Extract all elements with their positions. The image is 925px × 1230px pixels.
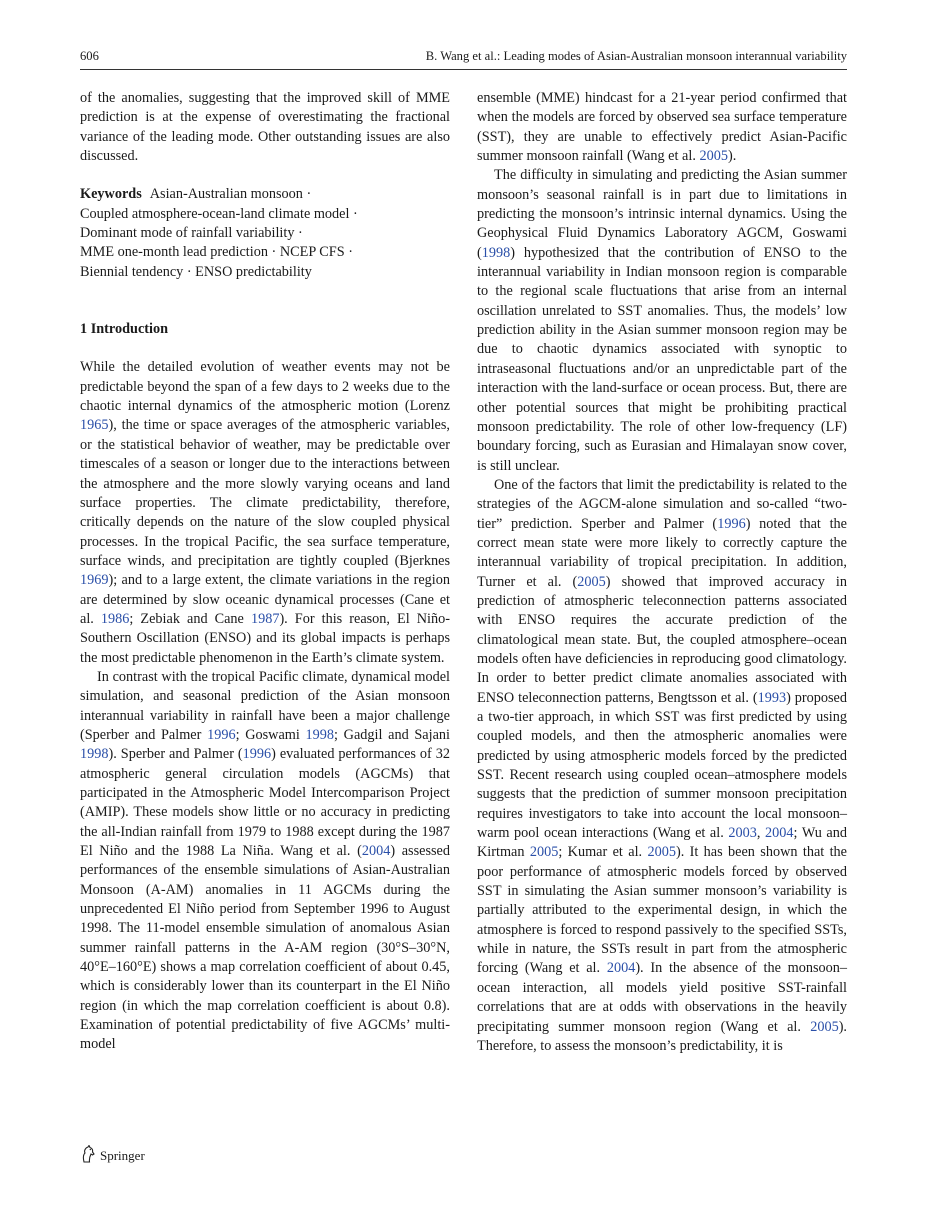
section-title: 1 Introduction [80,321,169,338]
citation-link[interactable]: 1998 [80,746,109,763]
citation-link[interactable]: 2005 [810,1018,839,1035]
keywords-line: Asian-Australian monsoon · [149,186,312,203]
citation-link[interactable]: 2004 [765,825,794,842]
keywords-line: Dominant mode of rainfall variability · [80,225,303,242]
paragraph: The difficulty in simulating and predicting the Asian summer monsoon’s seasonal rainfall is in part due to limitations in predicting the monsoon’s intrinsic internal dynamics. Using the Geophysical Fluid Dynamics Laboratory AGCM, Goswami (1998) hypothesized that the contribution of ENSO to the interannual variability in Indian monsoon region is comparable to the regional scale fluctuations that arise from an internal oscillation unrelated to SST anomalies. Thus, the models’ low prediction ability in the Asian summer monsoon region may be due to chaotic dynamics associated with synoptic to intraseasonal fluctuations and/or an unpredictable part of the interaction with the land-surface or ocean process. But, there are other potential sources that might be prohibiting practical monsoon predictability. The role of other low-frequency (LF) boundary forcing, such as Eurasian and Himalayan snow cover, is still unclear. [477,167,847,474]
citation-link[interactable]: 1998 [305,726,335,743]
citation-link[interactable]: 2005 [647,844,676,861]
citation-link[interactable]: 2005 [529,844,559,861]
citation-link[interactable]: 2004 [361,843,391,860]
publisher-name: Springer [100,1148,145,1163]
running-header [80,49,847,71]
paragraph: ensemble (MME) hindcast for a 21-year period confirmed that when the models are forced by observed sea surface temperature (SST), they are unable to effectively predict Asian-Pacific summer monsoon rainfall (Wang et al. 2005). [477,90,847,165]
keywords-line: Coupled atmosphere-ocean-land climate model · [80,205,358,222]
header-rule [80,69,847,70]
citation-link[interactable]: 1986 [100,610,130,627]
page-footer [80,1145,145,1167]
page-number: 606 [80,49,99,63]
citation-link[interactable]: 2004 [606,960,636,977]
citation-link[interactable]: 2003 [728,825,757,842]
running-head-title: B. Wang et al.: Leading modes of Asian-Australian monsoon interannual variability [425,49,847,63]
paragraph: While the detailed evolution of weather events may not be predictable beyond the span of a few days to 2 weeks due to the chaotic internal dynamics of the atmospheric motion (Lorenz 1965), the time or space averages of the atmospheric variables, or the statistical behavior of weather, may be predictable over timescales of a season or longer due to the interactions between the atmosphere and the more slowly varying oceans and land surface properties. The climate predictability, therefore, critically depends on the nature of the slow coupled physical processes. In the tropical Pacific, the sea surface temperature, surface winds, and precipitation are tightly coupled (Bjerknes 1969); and to a large extent, the climate variations in the region are determined by slow oceanic dynamical processes (Cane et al. 1986; Zebiak and Cane 1987). For this reason, El Niño-Southern Oscillation (ENSO) and its global impacts is perhaps the most predictable phenomenon in the Earth’s climate system. [80,359,450,666]
citation-link[interactable]: 1996 [717,515,746,532]
paragraph: One of the factors that limit the predictability is related to the strategies of the AGCM-alone simulation and so-called “two-tier” prediction. Sperber and Palmer (1996) noted that the correct mean state were more likely to correctly capture the interannual variability of tropical precipitation. In addition, Turner et al. (2005) showed that improved accuracy in prediction of atmospheric teleconnection patterns associated with ENSO requires the accurate prediction of the climatological mean state. But, the coupled atmosphere–ocean models often have deficiencies in reproducing good climatology. In order to better predict climate anomalies associated with ENSO teleconnection patterns, Bengtsson et al. (1993) proposed a two-tier approach, in which SST was first predicted by using coupled models, and then the atmospheric anomalies were predicted by using atmospheric models forced by the predicted SST. Recent research using coupled ocean–atmosphere models suggests that the prediction of summer monsoon precipitation requires investigators to take into account the local monsoon–warm pool ocean interactions (Wang et al. 2003, 2004; Wu and Kirtman 2005; Kumar et al. 2005). It has been shown that the poor performance of atmospheric models forced by observed SST in simulating the Asian summer monsoon’s variability is partially attributed to the experimental design, in which the atmosphere is forced to respond passively to the specified SSTs, while in nature, the SSTs result in part from the atmospheric forcing (Wang et al. 2004). In the absence of the monsoon–ocean interaction, all models yield positive SST-rainfall correlations that are at odds with observations in the heavily precipitating summer monsoon region (Wang et al. 2005). Therefore, to assess the monsoon’s predictability, it is [477,476,847,1054]
keywords-line: Biennial tendency · ENSO predictability [80,263,312,280]
abstract-tail: of the anomalies, suggesting that the improved skill of MME prediction is at the expense of overestimating the fractional variance of the leading mode. Other outstanding issues are also discussed. [80,90,450,165]
paragraph: In contrast with the tropical Pacific climate, dynamical model simulation, and seasonal prediction of the Asian monsoon interannual variability in rainfall have been a major challenge (Sperber and Palmer 1996; Goswami 1998; Gadgil and Sajani 1998). Sperber and Palmer (1996) evaluated performances of 32 atmospheric general circulation models (AGCMs) that participated in the Atmospheric Model Intercomparison Project (AMIP). These models show little or no accuracy in predicting the all-Indian rainfall from 1979 to 1988 except during the 1987 El Niño and the 1988 La Niña. Wang et al. (2004) assessed performances of the ensemble simulations of Asian-Australian Monsoon (A-AM) anomalies in 11 AGCMs during the unprecedented El Niño period from September 1996 to August 1998. The 11-model ensemble simulation of anomalous Asian summer rainfall patterns in the A-AM region (30°S–30°N, 40°E–160°E) shows a map correlation coefficient of about 0.45, which is considerably lower than its counterpart in the El Niño region (in which the map correlation coefficient is about 0.8). Examination of potential predictability of five AGCMs’ multi-model [80,668,451,1053]
citation-link[interactable]: 1996 [242,746,272,763]
citation-link[interactable]: 1998 [481,244,511,261]
citation-link[interactable]: 1993 [757,689,787,706]
keywords-block [80,185,450,282]
keywords-line: MME one-month lead prediction · NCEP CFS · [80,244,353,261]
keywords-label: Keywords [80,186,142,203]
citation-link[interactable]: 1996 [207,726,236,743]
citation-link[interactable]: 1965 [80,417,109,434]
left-column [80,89,450,1055]
citation-link[interactable]: 1987 [250,610,280,627]
citation-link[interactable]: 2005 [577,573,606,590]
springer-horse-icon [80,1145,100,1167]
citation-link[interactable]: 1969 [80,572,109,589]
right-column [477,89,847,1056]
citation-link[interactable]: 2005 [699,148,728,165]
